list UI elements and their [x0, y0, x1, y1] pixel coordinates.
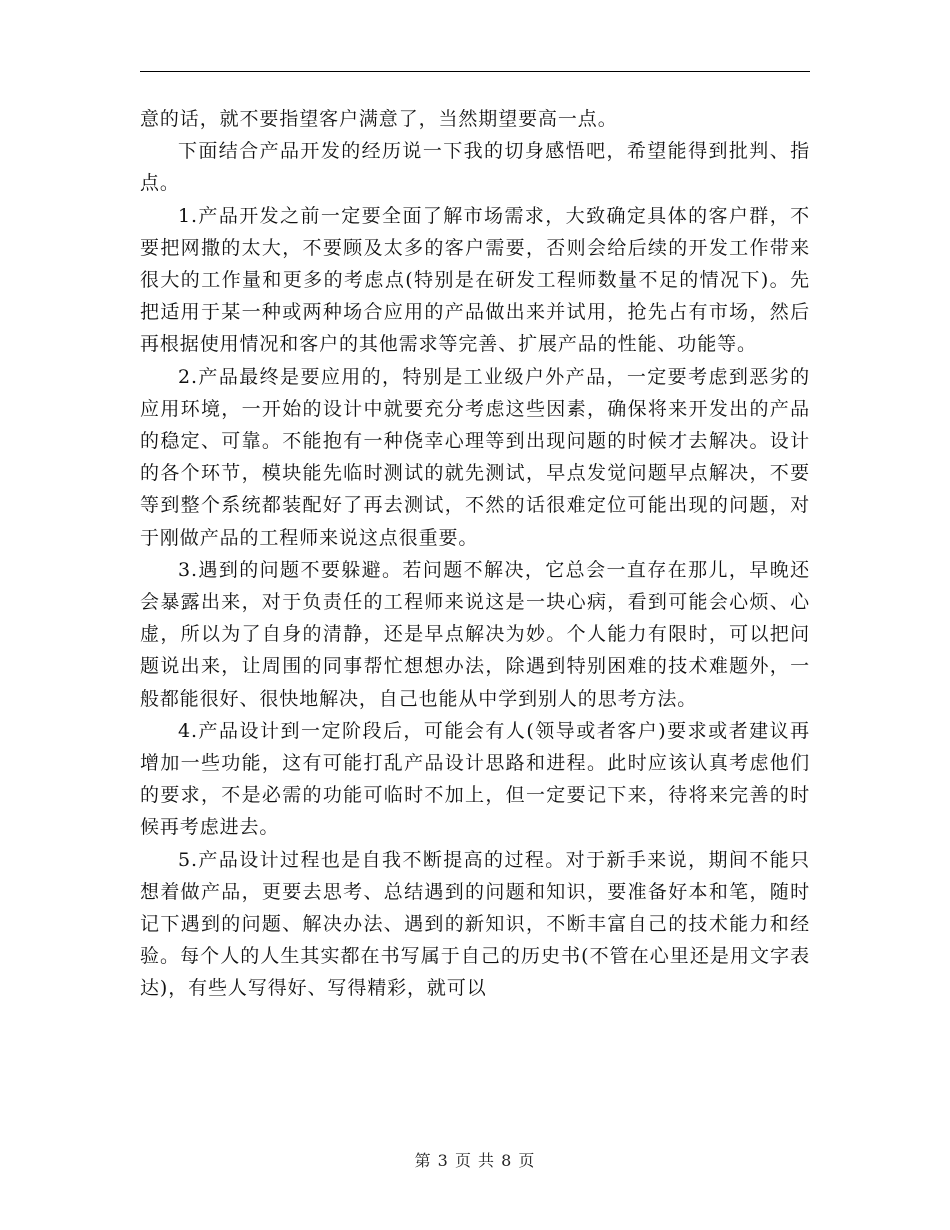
paragraph-point-2: 2.产品最终是要应用的，特别是工业级户外产品，一定要考虑到恶劣的应用环境，一开始的设计中就要充分考虑这些因素，确保将来开发出的产品的稳定、可靠。不能抱有一种侥幸心理等到出现问题的时候才去解决。设计的各个环节，模块能先临时测试的就先测试，早点发觉问题早点解决，不要等到整个系统都装配好了再去测试，不然的话很难定位可能出现的问题，对于刚做产品的工程师来说这点很重要。 — [140, 365, 810, 549]
paragraph-point-1: 1.产品开发之前一定要全面了解市场需求，大致确定具体的客户群，不要把网撒的太大，不要顾及太多的客户需要，否则会给后续的开发工作带来很大的工作量和更多的考虑点(特别是在研发工程师数量不足的情况下)。先把适用于某一种或两种场合应用的产品做出来并试用，抢先占有市场，然后再根据使用情况和客户的其他需求等完善、扩展产品的性能、功能等。 — [140, 204, 810, 356]
page-number-label: 第 3 页 共 8 页 — [414, 1151, 536, 1170]
header-rule — [140, 71, 810, 72]
paragraph: 下面结合产品开发的经历说一下我的切身感悟吧，希望能得到批判、指点。 — [140, 140, 810, 195]
paragraph-point-5: 5.产品设计过程也是自我不断提高的过程。对于新手来说，期间不能只想着做产品，更要去思考、总结遇到的问题和知识，要准备好本和笔，随时记下遇到的问题、解决办法、遇到的新知识，不断丰富自己的技术能力和经验。每个人的人生其实都在书写属于自己的历史书(不管在心里还是用文字表达)，有些人写得好、写得精彩，就可以 — [140, 848, 810, 1000]
page-footer — [0, 1148, 950, 1171]
document-body — [140, 103, 810, 1005]
paragraph-point-3: 3.遇到的问题不要躲避。若问题不解决，它总会一直存在那儿，早晚还会暴露出来，对于负责任的工程师来说这是一块心病，看到可能会心烦、心虚，所以为了自身的清静，还是早点解决为妙。个人能力有限时，可以把问题说出来，让周围的同事帮忙想想办法，除遇到特别困难的技术难题外，一般都能很好、很快地解决，自己也能从中学到别人的思考方法。 — [140, 558, 810, 710]
paragraph: 意的话，就不要指望客户满意了，当然期望要高一点。 — [140, 108, 618, 130]
paragraph-point-4: 4.产品设计到一定阶段后，可能会有人(领导或者客户)要求或者建议再增加一些功能，这有可能打乱产品设计思路和进程。此时应该认真考虑他们的要求，不是必需的功能可临时不加上，但一定要记下来，待将来完善的时候再考虑进去。 — [140, 719, 810, 839]
